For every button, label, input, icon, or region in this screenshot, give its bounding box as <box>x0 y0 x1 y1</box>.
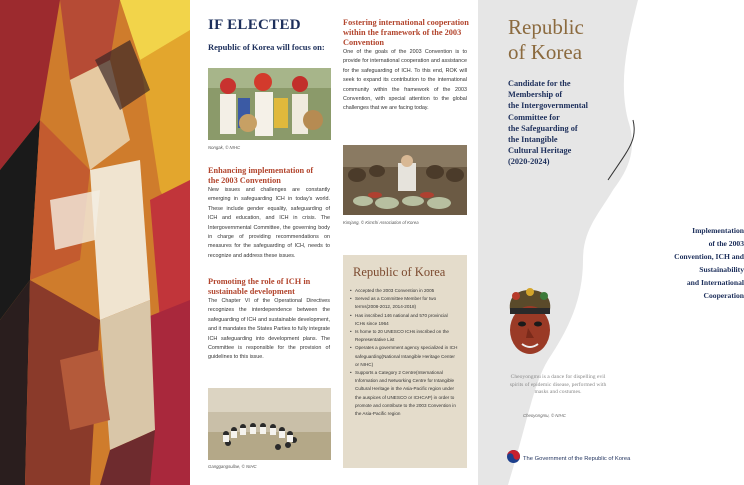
subtitle-line: the Safeguarding of <box>508 123 578 133</box>
cover-title-line2: of Korea <box>508 40 583 64</box>
edge-line: Convention, ICH and <box>674 252 744 261</box>
taegeuk-emblem-icon <box>507 450 520 468</box>
rok-box-title: Republic of Korea <box>353 265 446 279</box>
mask-caption: Cheoyongmu is a dance for dispelling evil spirits of epidemic disease, performed with masks and costumes. <box>509 374 607 395</box>
rok-facts-list <box>349 287 459 418</box>
dancer-artwork <box>0 0 190 485</box>
subtitle-line: the Intangible <box>508 135 558 145</box>
kimjang-photo <box>343 145 467 215</box>
kimjang-caption: Kimjang, © Kimchi Association of Korea <box>343 220 419 225</box>
cheoyong-mask-image <box>504 288 556 368</box>
mask-credit: Cheoyongmu, © NIHC <box>523 413 566 418</box>
nongak-photo <box>208 68 331 140</box>
section-promoting-title: Promoting the role of ICH in sustainable development <box>208 277 311 296</box>
back-panel-text <box>652 224 744 302</box>
section-enhancing-title: Enhancing implementation of the 2003 Convention <box>208 166 314 185</box>
subtitle-line: Cultural Heritage <box>508 146 572 156</box>
subtitle-line: Committee for <box>508 112 560 122</box>
list-item: • Served as a Committee Member for two terms(2008-2012, 2014-2018) <box>349 295 459 311</box>
subtitle-line: Membership of <box>508 90 563 100</box>
cover-artwork <box>0 0 190 485</box>
edge-line: Implementation <box>692 226 744 235</box>
subtitle-line: Candidate for the <box>508 79 571 88</box>
list-item: • Accepted the 2003 Convention in 2005 <box>349 287 459 295</box>
cover-title-line1: Republic <box>508 15 584 39</box>
list-item: • Is home to 20 UNESCO ICHs inscribed on the Representative List <box>349 328 459 344</box>
government-label: The Government of the Republic of Korea <box>523 456 631 462</box>
list-item: • Has inscribed 146 national and 570 provincial ICHs since 1964 <box>349 312 459 328</box>
edge-line: Sustainability <box>699 265 744 274</box>
section-fostering-body: One of the goals of the 2003 Convention is to provide for international cooperation and assistance for the safeguarding of ICH. To this end, ROK will seek to expand its contribution to the international community within the framework of the 2003 Convention, with special attention to the global challenges that we are facing today. <box>343 49 467 112</box>
cover-title <box>508 15 584 65</box>
ganggangsullae-photo <box>208 388 331 460</box>
subtitle-line: (2020-2024) <box>508 157 550 167</box>
list-item: • Operates a government agency specialized in ICH safeguarding(National Intangible Heritage Center or NIHC) <box>349 344 459 369</box>
nongak-caption: Nongak, © NIHC <box>208 145 241 150</box>
section-enhancing-body: New issues and challenges are constantly emerging in safeguarding ICH in today's world. These include gender equality, safeguarding of ICH and education, and ICH in crisis. The Intergovernmental Committee, the governing body in charge of providing recommendations on measures for the safeguarding of ICH, needs to recognize and address these issues. <box>208 187 330 259</box>
section-promoting-body: The Chapter VI of the Operational Directives recognizes the interdependence between the safeguarding of ICH and sustainable development, and it mandates the States Parties to fully integrate ICH safeguarding into development plans. The Committee is responsible for the provision of guidelines to this issue. <box>208 298 330 361</box>
if-elected-heading: IF ELECTED <box>208 17 301 33</box>
edge-line: of the 2003 <box>708 239 744 248</box>
ganggangsullae-caption: Ganggangsullae, © NIHC <box>208 464 257 469</box>
cover-subtitle <box>508 78 588 168</box>
edge-line: Cooperation <box>703 291 744 300</box>
edge-line: and International <box>686 278 744 287</box>
section-fostering-title: Fostering international cooperation within the framework of the 2003 Convention <box>343 18 469 47</box>
list-item: • Supports a Category 2 Centre(International Information and Networking Centre for Intangible Cultural Heritage in the Asia-Pacific region under the auspices of UNESCO or ICHCAP) in order to promote and contribute to the 2003 Convention in the Asia-Pacific region <box>349 369 459 418</box>
focus-line: Republic of Korea will focus on: <box>208 42 325 52</box>
subtitle-line: the Intergovernmental <box>508 101 588 111</box>
